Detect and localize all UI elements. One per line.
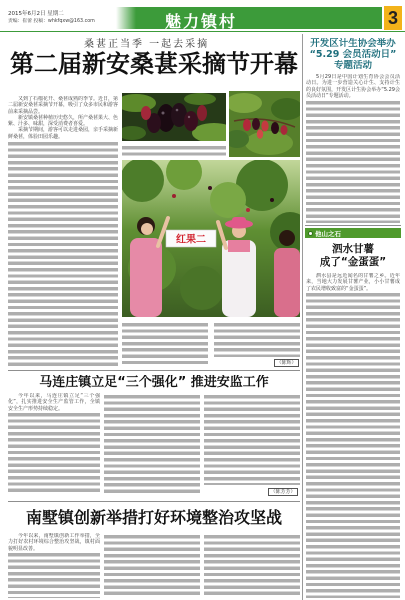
- body-paragraph: 5月29日是中国计划生育协会会员活动日。为进一步营造关心计生、支持计生的良好氛围，开发区计生协会举办“5.29会员活动日”专题活动。: [306, 74, 400, 99]
- section-rule: [8, 501, 300, 502]
- article-byline: （陈辉）: [274, 359, 299, 367]
- column-divider: [302, 34, 303, 600]
- text-lines: [8, 553, 100, 598]
- article-body-column: [8, 533, 100, 598]
- body-paragraph: 又到了石榴花开、桑葚成熟的季节。近日，第二届新安桑葚采摘节开幕，吸引了众多市民和游客前来采摘品尝。: [8, 96, 118, 115]
- sidebar-headline-line: 开发区计生协会举办: [310, 38, 396, 49]
- variety-sign-text: 红果二: [176, 234, 206, 246]
- article-body-column: [214, 321, 300, 357]
- article-byline: （陈芳芳）: [268, 488, 298, 496]
- issue-date: 2015年6月2日 星期二: [8, 11, 64, 17]
- article-body-column: [8, 96, 118, 368]
- sidebar-body-column: [306, 273, 400, 598]
- text-lines: [306, 293, 400, 598]
- article-headline: 第二届新安桑葚采摘节开幕: [10, 50, 298, 78]
- article-body-column: [104, 533, 200, 598]
- text-lines: [306, 101, 400, 223]
- text-lines: [122, 146, 226, 159]
- section-tag-label: 他山之石: [315, 229, 341, 238]
- section-banner: [116, 7, 382, 29]
- variety-sign: [166, 230, 216, 247]
- text-lines: [104, 395, 200, 494]
- text-lines: [104, 535, 200, 599]
- article-body-column: [204, 533, 300, 598]
- photo-mulberry-closeup: [122, 93, 226, 141]
- editor-info: 责编：崔蕾 投稿：whkfqxw@163.com: [8, 19, 95, 24]
- article-headline: 南墅镇创新举措打好环境整治攻坚战: [25, 508, 282, 527]
- text-lines: [204, 395, 300, 486]
- text-lines: [8, 413, 100, 493]
- body-paragraph: 泗水县是远近闻名的甘薯之乡。近年来，当地大力发展甘薯产业，小小甘薯成了农民增收致富的“金蛋蛋”。: [306, 273, 400, 292]
- body-paragraph: 采摘节期间，游客可以走进桑园，亲手采摘新鲜桑葚，体验田园乐趣。: [8, 127, 118, 140]
- article-body-column: [122, 321, 208, 367]
- article-body-column: [122, 144, 226, 158]
- header-rule: [0, 31, 405, 32]
- text-lines: [8, 142, 118, 368]
- photo-picking-mulberries: [122, 160, 300, 317]
- text-lines: [204, 535, 300, 599]
- article-body-column: [204, 393, 300, 485]
- sidebar-body-column: [306, 74, 400, 223]
- text-lines: [214, 323, 300, 358]
- sidebar-headline-line: “5.29 会员活动日”: [309, 49, 397, 60]
- section-tag: [305, 228, 401, 238]
- page-number: 3: [384, 6, 402, 30]
- sidebar-headline-line: 泗水甘薯: [332, 243, 374, 255]
- article-kicker: 桑葚正当季 一起去采摘: [84, 39, 210, 50]
- text-lines: [122, 323, 208, 368]
- bullet-icon: [308, 231, 313, 236]
- article-body-column: [104, 393, 200, 493]
- photo-mulberry-tree: [229, 91, 300, 157]
- body-paragraph: 今年以来，马连庄镇立足“三个强化”，扎实推进安全生产监管工作，全镇安全生产形势持续稳定。: [8, 393, 100, 412]
- body-paragraph: 今年以来，南墅镇创新工作举措，全力打好农村环境综合整治攻坚战，镇村面貌明显改善。: [8, 533, 100, 552]
- article-body-column: [8, 393, 100, 493]
- section-rule: [305, 225, 401, 226]
- section-title: 魅力镇村: [165, 12, 238, 31]
- sidebar-headline-line: 专题活动: [333, 60, 372, 71]
- body-paragraph: 新安镇桑葚种植历史悠久，所产桑葚果大、色紫、汁多、味甜，深受消费者喜爱。: [8, 114, 118, 128]
- article-headline: 马连庄镇立足“三个强化” 推进安监工作: [39, 375, 269, 390]
- section-rule: [8, 370, 300, 371]
- sidebar-headline-line: 成了“金蛋蛋”: [319, 256, 387, 268]
